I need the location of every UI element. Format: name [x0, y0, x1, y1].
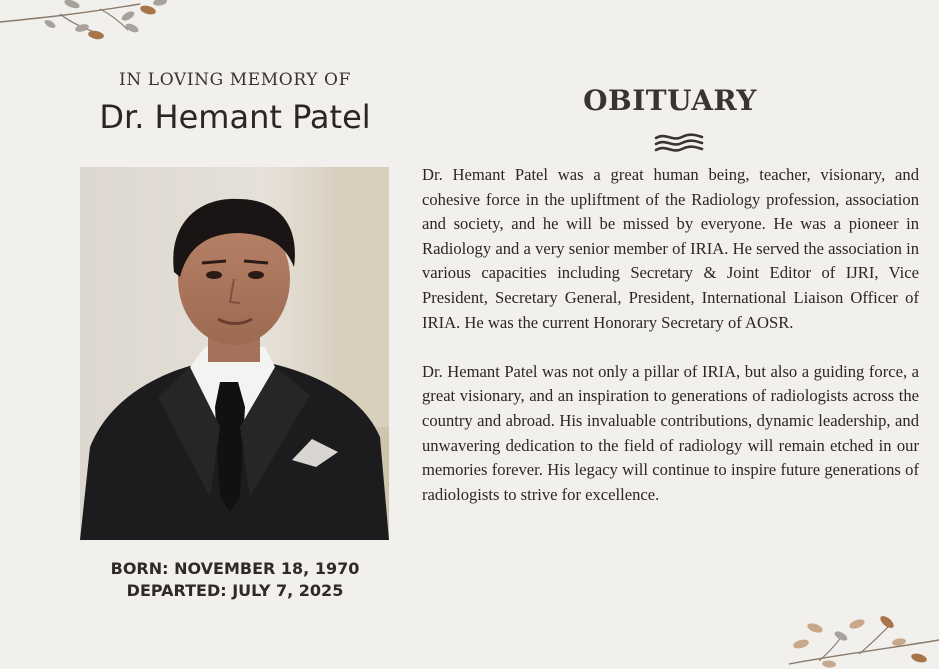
departed-date: DEPARTED: JULY 7, 2025	[126, 581, 344, 600]
obituary-text	[422, 163, 919, 532]
obituary-paragraph-2: Dr. Hemant Patel was not only a pillar of IRIA, but also a guiding force, a great visionary, and an inspiration to generations of radiologists across the country and abroad. His invaluable contributions, dynamic leadership, and unwavering dedication to the field of radiology will remain etched in our memories forever. His legacy will continue to inspire future generations of radiologists to strive for excellence.	[422, 361, 919, 504]
branch-decoration-top	[0, 0, 175, 45]
wave-ornament-icon	[652, 132, 706, 154]
in-loving-memory-label: IN LOVING MEMORY OF	[119, 70, 351, 90]
obituary-paragraph-1: Dr. Hemant Patel was a great human being, teacher, visionary, and cohesive force in the upliftment of the Radiology profession, association and society, and he will be missed by everyone. He was a pioneer in Radiology and a very senior member of IRIA. He served the association in various capacities including Secretary & Joint Editor of IJRI, Vice President, Secretary General, President, International Liaison Officer of IRIA. He was the current Honorary Secretary of AOSR.	[422, 165, 919, 332]
born-date: BORN: NOVEMBER 18, 1970	[110, 559, 360, 578]
portrait-photo	[80, 167, 389, 540]
obituary-heading: OBITUARY	[583, 84, 757, 117]
branch-decoration-bottom	[779, 614, 939, 669]
life-dates	[80, 558, 390, 602]
deceased-name: Dr. Hemant Patel	[99, 98, 371, 136]
